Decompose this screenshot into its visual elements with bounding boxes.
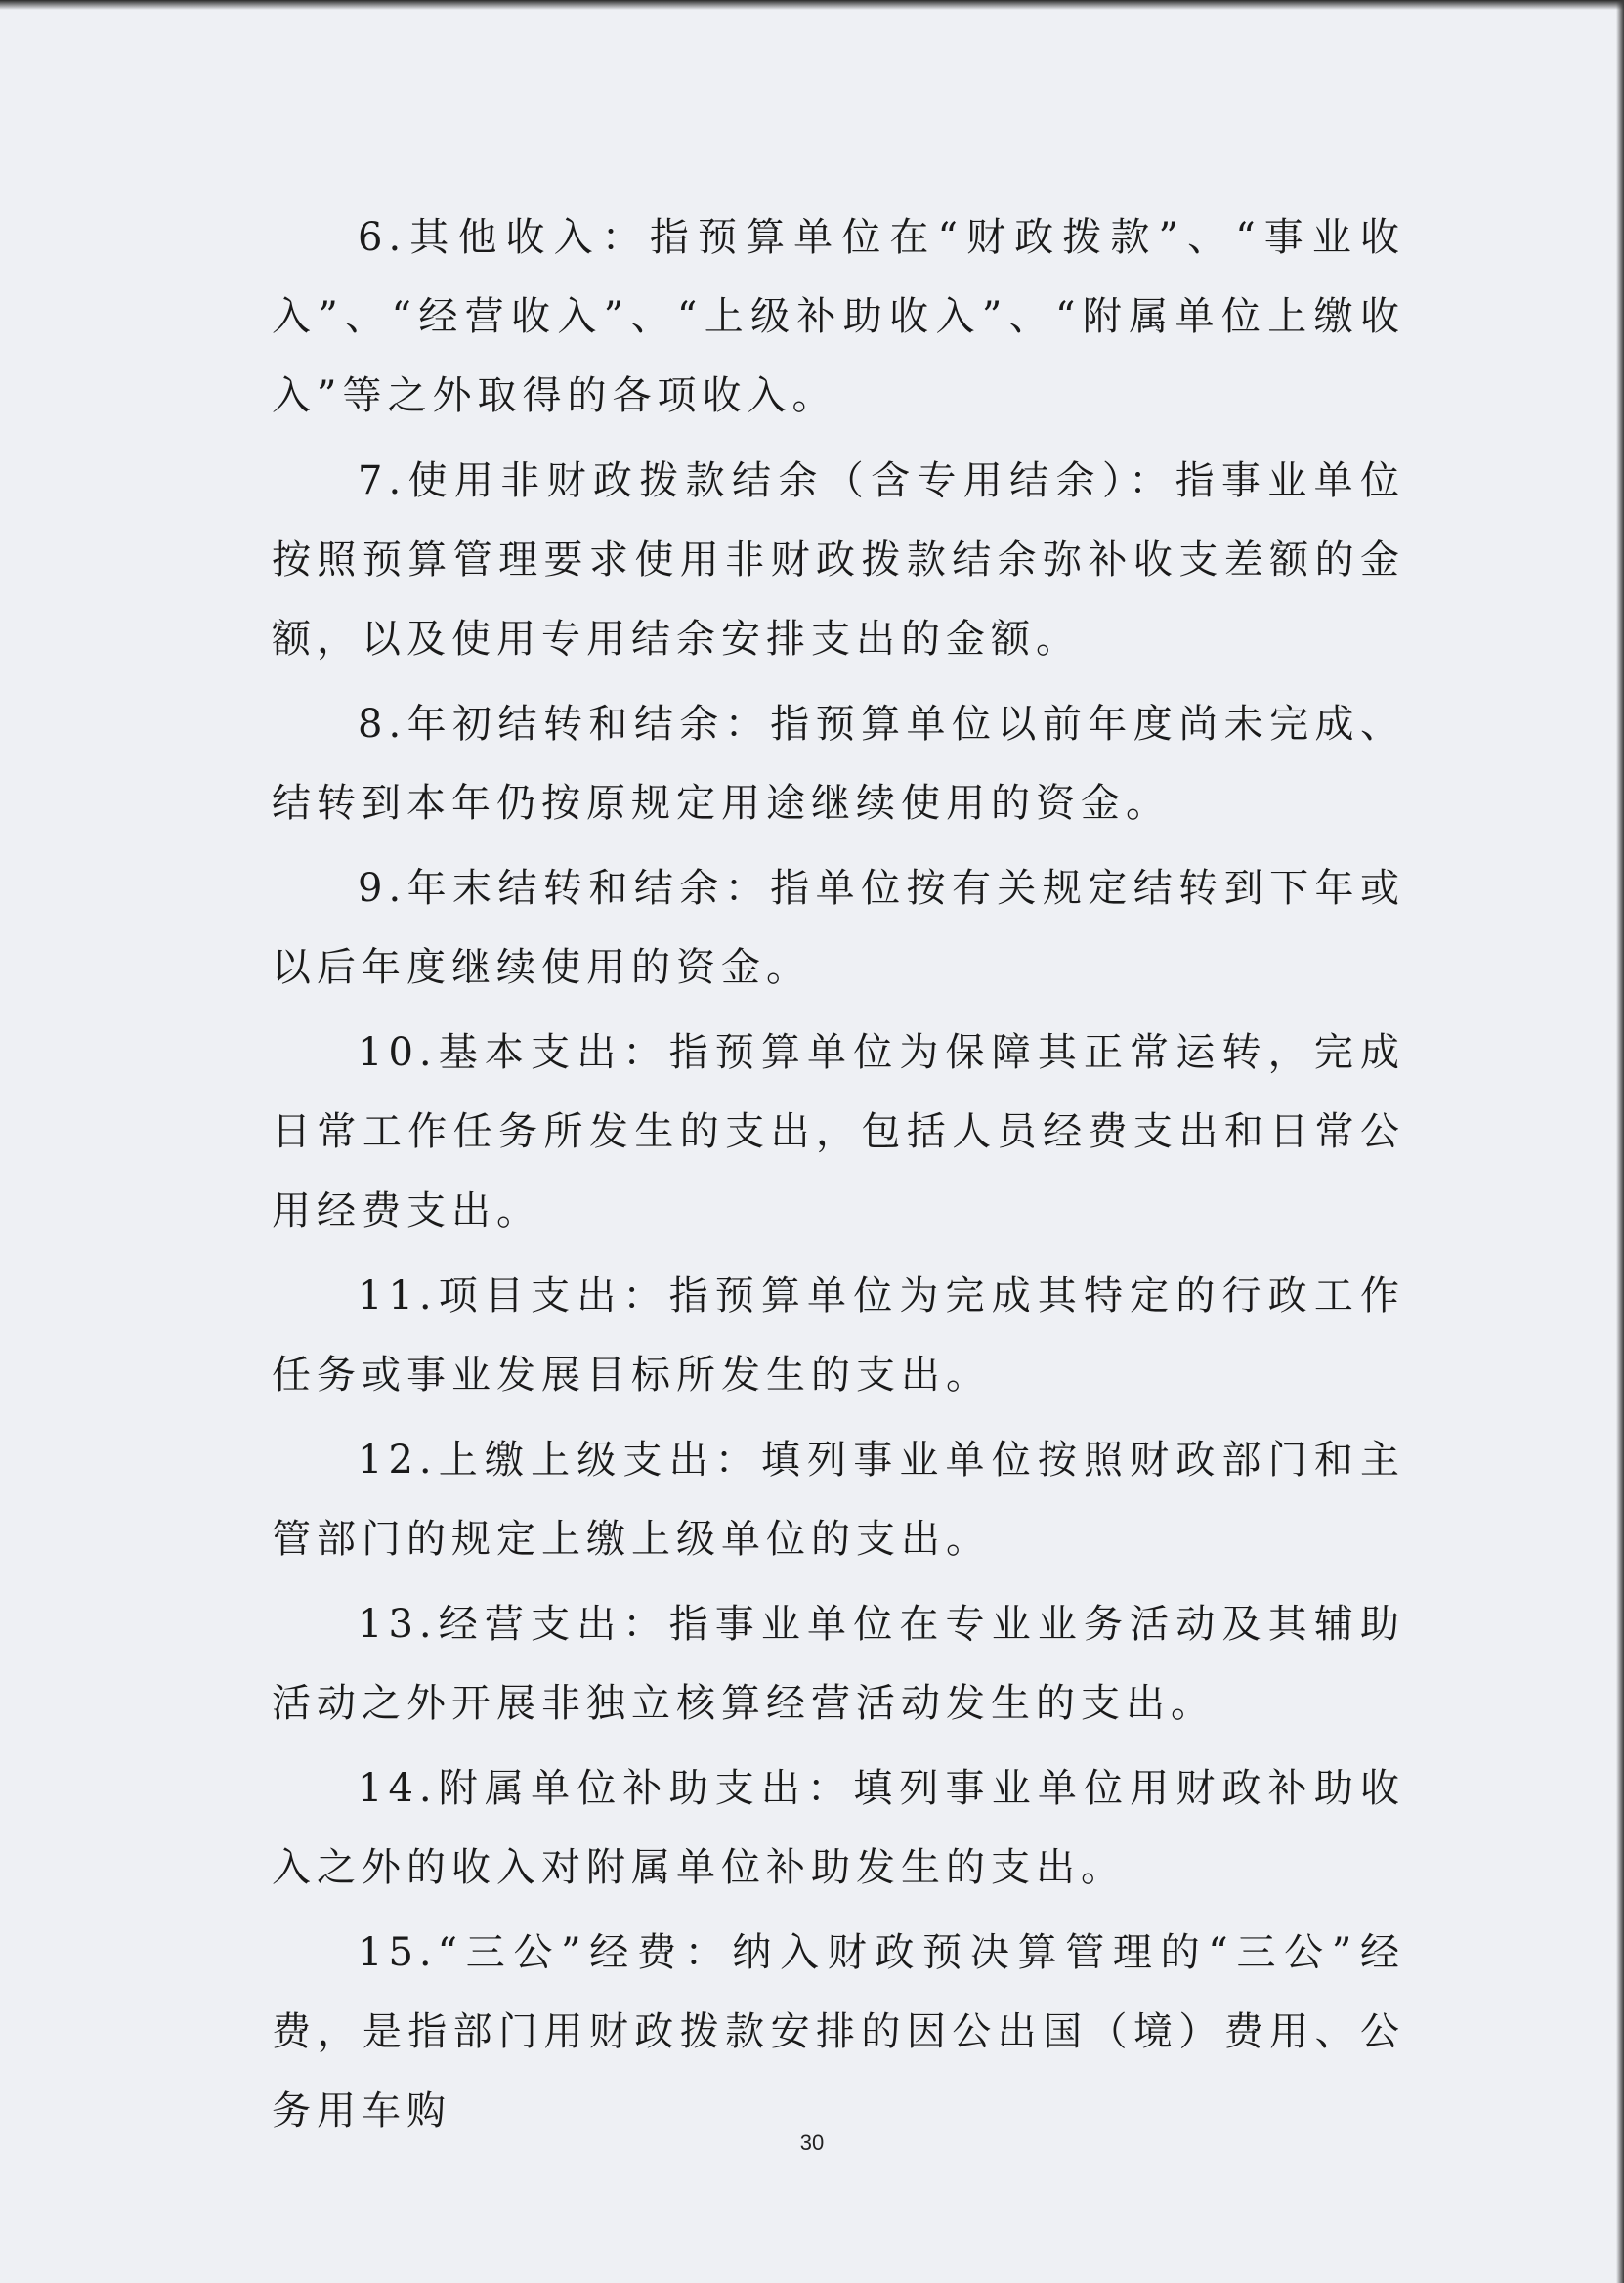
page-number: 30 bbox=[799, 2131, 825, 2155]
paragraph-project-expenditure: 11.项目支出：指预算单位为完成其特定的行政工作任务或事业发展目标所发生的支出。 bbox=[272, 1273, 1405, 1398]
document-body bbox=[272, 198, 1405, 2157]
paragraph-subsidiary-subsidy: 14.附属单位补助支出：填列事业单位用财政补助收入之外的收入对附属单位补助发生的支出。 bbox=[272, 1766, 1405, 1890]
paragraph-beginning-carryover: 8.年初结转和结余：指预算单位以前年度尚未完成、结转到本年仍按原规定用途继续使用的资金。 bbox=[272, 702, 1405, 826]
paragraph-other-income: 6.其他收入：指预算单位在“财政拨款”、“事业收入”、“经营收入”、“上级补助收入”、“附属单位上缴收入”等之外取得的各项收入。 bbox=[272, 215, 1405, 418]
scan-top-edge bbox=[0, 0, 1624, 10]
paragraph-basic-expenditure: 10.基本支出：指预算单位为保障其正常运转，完成日常工作任务所发生的支出，包括人员经费支出和日常公用经费支出。 bbox=[272, 1030, 1405, 1233]
paragraph-non-fiscal-balance-use: 7.使用非财政拨款结余（含专用结余）：指事业单位按照预算管理要求使用非财政拨款结余弥补收支差额的金额，以及使用专用结余安排支出的金额。 bbox=[272, 458, 1405, 662]
paragraph-payment-to-superior: 12.上缴上级支出：填列事业单位按照财政部门和主管部门的规定上缴上级单位的支出。 bbox=[272, 1438, 1405, 1562]
paragraph-year-end-carryover: 9.年末结转和结余：指单位按有关规定结转到下年或以后年度继续使用的资金。 bbox=[272, 866, 1405, 990]
scan-right-edge bbox=[1616, 0, 1624, 2283]
paragraph-three-public-expenses: 15.“三公”经费：纳入财政预决算管理的“三公”经费，是指部门用财政拨款安排的因公出国（境）费用、公务用车购 bbox=[272, 1930, 1405, 2133]
paragraph-operating-expenditure: 13.经营支出：指事业单位在专业业务活动及其辅助活动之外开展非独立核算经营活动发生的支出。 bbox=[272, 1602, 1405, 1726]
